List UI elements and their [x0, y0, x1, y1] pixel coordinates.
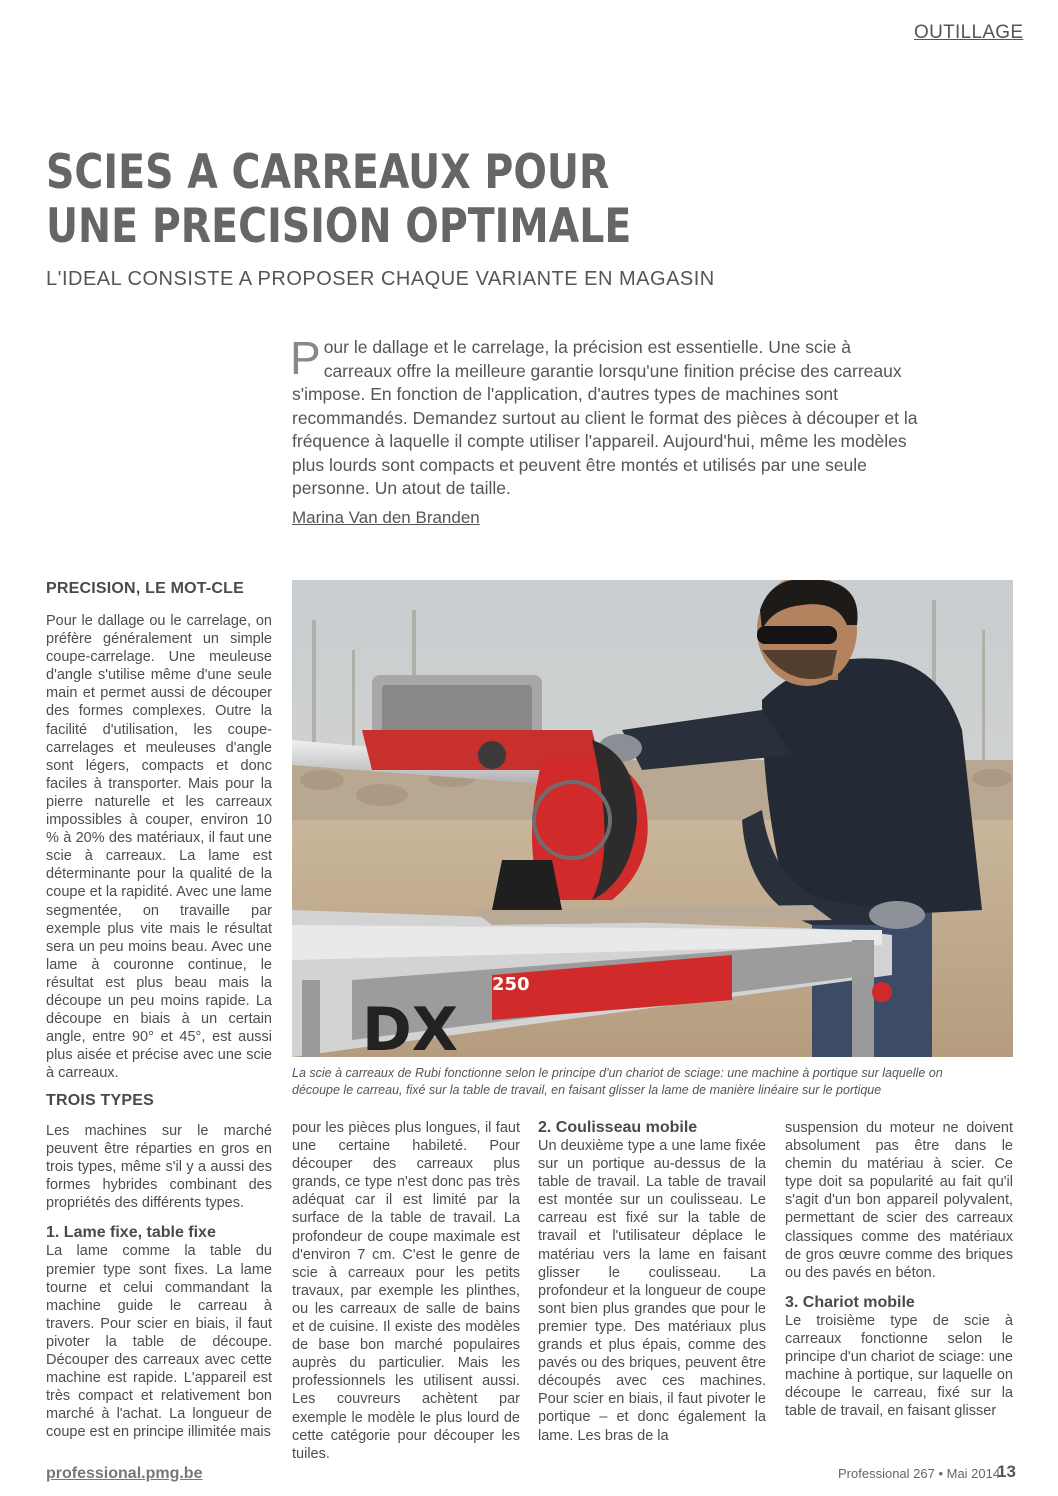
heading-type-1: 1. Lame fixe, table fixe [46, 1224, 216, 1242]
title-line-2: UNE PRECISION OPTIMALE [46, 199, 632, 254]
column-1-bottom [46, 1092, 272, 1442]
brand-text: DX [362, 995, 459, 1057]
text-column-2: pour les pièces plus longues, il faut une certaine habileté. Pour découper des carreaux plus grands, ce type n'est donc pas très adéquat car il est limité par la surface de la table de travail. La profondeur de coupe maximale est d'environ 7 cm. C'est le genre de scie à carreaux pour les petits travaux, par exemple les plinthes, ou les carreaux de salle de bains et de cuisine. Il existe des modèles de base bon marché populaires auprès du particulier. Mais les professionnels les utilisent aussi. Les couvreurs achètent par exemple le modèle le plus lourd de cette catégorie pour découper les tuiles. [292, 1120, 520, 1462]
intro-text: our le dallage et le carrelage, la précision est essentielle. Une scie à carreaux offre la meilleure garantie lorsqu'une finition précise des carreaux s'impose. En fonction de l'application, d'autres types de machines sont recommandés. Demandez surtout au client le format des pièces à découper et la fréquence à laquelle il compte utiliser l'appareil. Aujourd'hui, même les modèles plus lourds sont compacts et peuvent être montés et utilisés par une seule personne. Un atout de taille. [292, 337, 918, 498]
heading-precision: PRECISION, LE MOT-CLE [46, 580, 244, 597]
author-byline: Marina Van den Branden [292, 508, 480, 527]
text-type-2: Un deuxième type a une lame fixée sur un portique au-dessus de la table de travail. La table de travail est montée sur un coulisseau. Le carreau est fixé sur la table de travail et l'utilisateur déplace le matériau vers la lame en faisant glisser le coulisseau. La profondeur et la longueur de coupe sont bien plus grandes que pour le premier type. Des matériaux plus grands et plus épais, comme des pavés ou des briques, peuvent être découpés avec ces machines. Pour scier en biais, il faut pivoter le portique – et donc également la lame. Les bras de la [538, 1138, 766, 1444]
intro-paragraph [290, 332, 918, 501]
title-line-1: SCIES A CARREAUX POUR [46, 145, 610, 200]
article-photo [292, 580, 1013, 1057]
column-2 [292, 1119, 520, 1463]
text-trois-types: Les machines sur le marché peuvent être réparties en gros en trois types, même s'il y a aussi des formes hybrides combinant des propriétés des différents types. [46, 1123, 272, 1212]
heading-type-2: 2. Coulisseau mobile [538, 1119, 698, 1136]
model-text: 250 [492, 974, 530, 995]
column-3 [538, 1119, 766, 1445]
heading-type-3: 3. Chariot mobile [785, 1293, 915, 1311]
page-number: 13 [997, 1462, 1016, 1481]
article-title [46, 146, 718, 254]
dropcap: P [290, 332, 321, 384]
heading-trois-types: TROIS TYPES [46, 1092, 154, 1109]
section-tag: OUTILLAGE [914, 22, 1024, 43]
photo-caption: La scie à carreaux de Rubi fonctionne selon le principe d'un chariot de sciage: une machine à portique sur laquelle on découpe le carreau, fixé sur la table de travail, en faisant glisser la lame de manière linéaire sur le portique [292, 1066, 943, 1097]
footer-issue: Professional 267 • Mai 2014 [838, 1466, 1001, 1481]
footer-website[interactable]: professional.pmg.be [46, 1465, 203, 1482]
column-1-top [46, 580, 272, 1082]
text-precision: Pour le dallage ou le carrelage, on préfère généralement un simple coupe-carrelage. Une meuleuse d'angle s'utilise même d'une seule main et permet aussi de découper des formes complexes. Outre la facilité d'utilisation, les coupe-carrelages et meuleuses d'angle sont légers, compacts et donc faciles à transporter. Mais pour la pierre naturelle et les carreaux impossibles à couper, environ 10 % à 20% des matériaux, il faut une scie à carreaux. La lame est déterminante pour la qualité de la coupe et la rapidité. Avec une lame segmentée, on travaille par exemple plus vite mais le résultat sera un peu moins beau. Avec une lame à couronne continue, le résultat est plus beau mais la découpe un peu moins rapide. La découpe en biais à un certain angle, entre 90° et 45°, est aussi plus aisée et précise avec une scie à carreaux. [46, 613, 272, 1082]
text-column-4: suspension du moteur ne doivent absolument pas être dans le chemin du matériau à scier. Ce type doit sa popularité au fait qu'il s'agit d'un bon appareil polyvalent, permettant de scier des carreaux classiques comme des matériaux de gros œuvre comme des briques ou des pavés en béton. [785, 1120, 1013, 1281]
text-type-3: Le troisième type de scie à carreaux fonctionne selon le principe d'un chariot de sciage: une machine à portique, sur laquelle on découpe le carreau, fixé sur la table de travail, en faisant glisser [785, 1312, 1013, 1420]
column-4 [785, 1119, 1013, 1420]
article-subtitle: L'IDEAL CONSISTE A PROPOSER CHAQUE VARIANTE EN MAGASIN [46, 268, 715, 290]
tile-saw-photo-illustration [292, 580, 1013, 1057]
text-type-1: La lame comme la table du premier type sont fixes. La lame tourne et celui commandant la machine guide le carreau à travers. Pour scier en biais, il faut pivoter la table de découpe. Découper des carreaux avec cette machine est rapide. L'appareil est très compact et relativement bon marché à l'achat. La longueur de coupe est en principe illimitée mais [46, 1243, 272, 1441]
